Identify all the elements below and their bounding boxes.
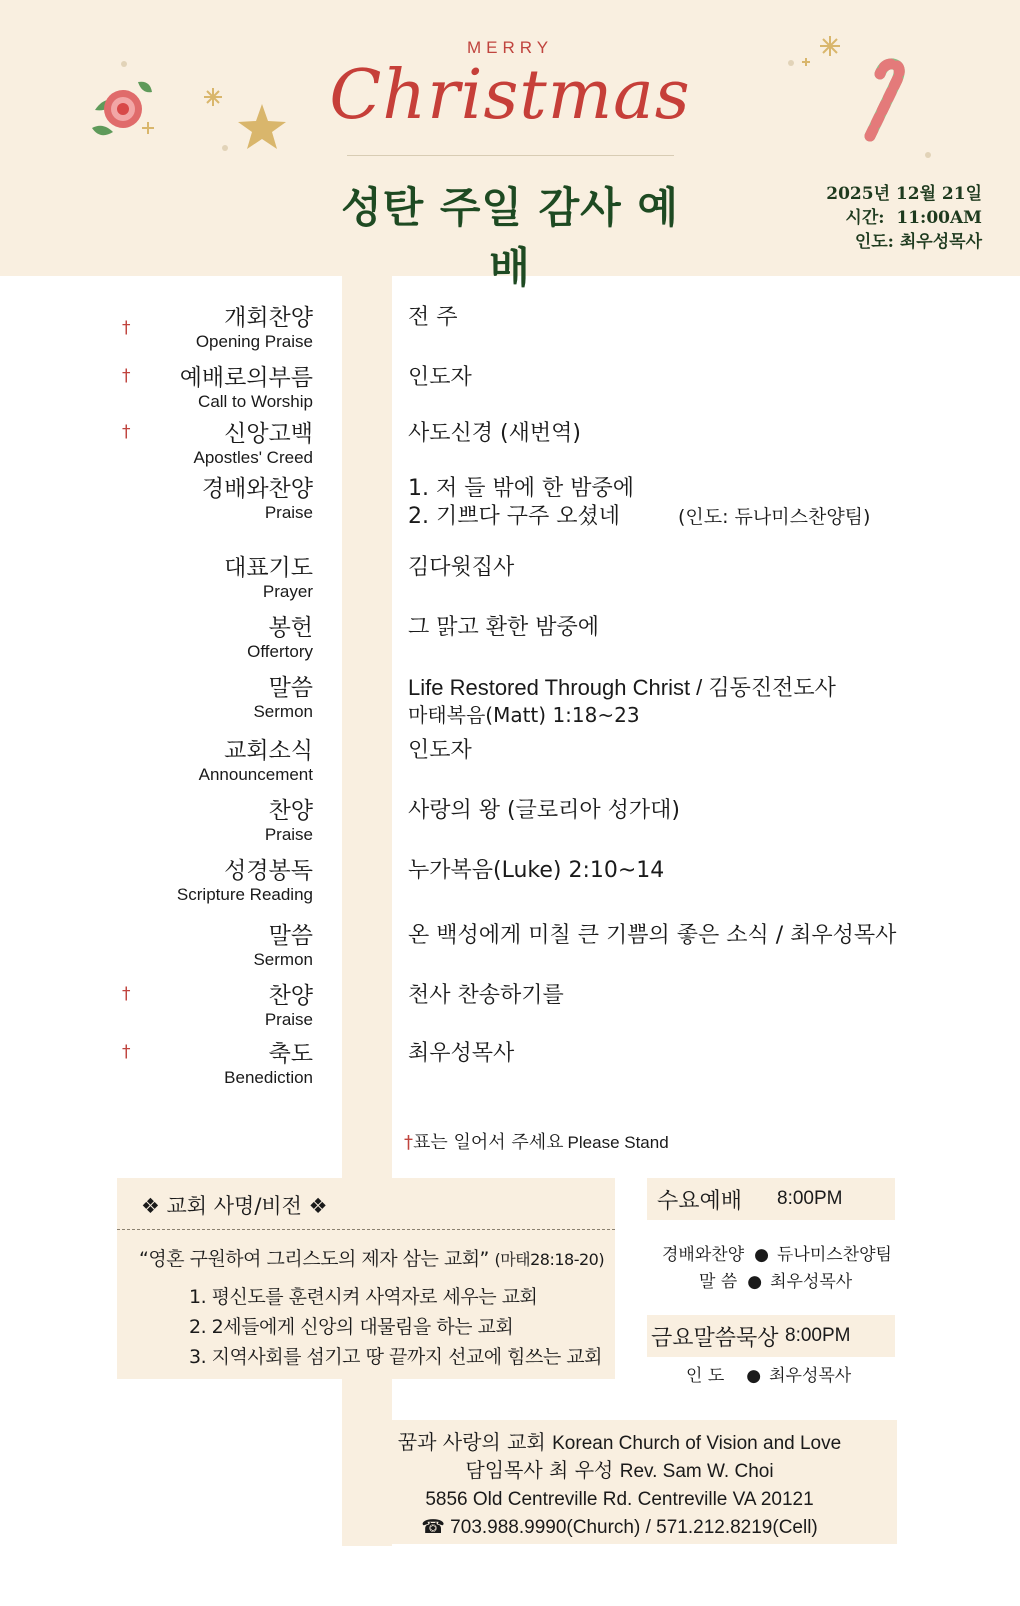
order-label-en: Prayer <box>262 582 313 601</box>
order-label-en: Benediction <box>224 1068 313 1087</box>
order-label-ko: 말씀 <box>268 675 313 701</box>
service-meta <box>826 182 982 254</box>
order-label-ko: 찬양 <box>268 798 313 824</box>
order-value: 인도자 <box>408 365 472 390</box>
praise-leader-note: (인도: 듀나미스찬양팀) <box>678 506 871 528</box>
christmas-script: Christmas <box>329 56 691 135</box>
friday-line: 인 도 ● 최우성목사 <box>686 1366 852 1386</box>
sermon-title: Life Restored Through Christ / 김동진전도사 <box>408 675 836 700</box>
wednesday-service-name: 수요예배 <box>657 1189 743 1214</box>
order-label-ko: 교회소식 <box>224 738 313 764</box>
page-title: 성탄 주일 감사 예배 <box>341 183 679 292</box>
stand-cross-icon: † <box>122 984 131 1004</box>
pastor-name: 담임목사 최 우성 Rev. Sam W. Choi <box>465 1458 774 1482</box>
church-address: 5856 Old Centreville Rd. Centreville VA 20121 <box>425 1489 814 1510</box>
order-label-en: Scripture Reading <box>176 885 313 904</box>
service-date: 2025년 12월 21일 <box>826 184 982 204</box>
mission-divider <box>117 1229 615 1230</box>
wednesday-line: 말 씀 ● 최우성목사 <box>699 1272 853 1292</box>
order-value: 전 주 <box>408 305 458 330</box>
order-label-en: Praise <box>264 825 313 844</box>
divider <box>347 155 674 156</box>
order-label-ko: 말씀 <box>268 923 313 949</box>
mission-heading: ❖ 교회 사명/비전 ❖ <box>141 1194 328 1218</box>
stand-cross-icon: † <box>404 1132 413 1153</box>
service-time: 시간: 11:00AM <box>845 208 982 228</box>
friday-service-time: 8:00PM <box>785 1325 851 1346</box>
order-label-ko: 대표기도 <box>224 555 313 581</box>
order-value: 사랑의 왕 (글로리아 성가대) <box>408 798 680 823</box>
stand-cross-icon: † <box>122 422 131 442</box>
wednesday-service-header <box>647 1178 895 1220</box>
merry-text: MERRY <box>466 38 554 57</box>
order-label-en: Offertory <box>247 642 313 661</box>
order-value: 천사 찬송하기를 <box>408 983 564 1008</box>
order-label-en: Announcement <box>198 765 313 784</box>
order-value: 누가복음(Luke) 2:10~14 <box>408 858 665 883</box>
order-label-ko: 신앙고백 <box>224 421 313 447</box>
mission-quote: “영혼 구원하여 그리스도의 제자 삼는 교회” (마태28:18-20) <box>139 1248 605 1270</box>
church-phone: ☎ 703.988.9990(Church) / 571.212.8219(Cell) <box>421 1517 818 1538</box>
mission-item: 2. 2세들에게 신앙의 대물림을 하는 교회 <box>189 1316 514 1338</box>
order-value: 온 백성에게 미칠 큰 기쁨의 좋은 소식 / 최우성목사 <box>408 923 897 948</box>
stand-note: †표는 일어서 주세요 Please Stand <box>404 1132 669 1153</box>
order-value <box>408 475 870 531</box>
order-label-ko: 찬양 <box>268 983 313 1009</box>
mission-box <box>117 1178 615 1379</box>
order-value: 그 맑고 환한 밤중에 <box>408 615 599 640</box>
mission-item: 3. 지역사회를 섬기고 땅 끝까지 선교에 힘쓰는 교회 <box>189 1346 602 1368</box>
order-label-ko: 예배로의부름 <box>179 365 313 391</box>
order-label-ko: 경배와찬양 <box>201 476 313 502</box>
order-value: 인도자 <box>408 738 472 763</box>
church-name: 꿈과 사랑의 교회 Korean Church of Vision and Love <box>397 1430 842 1454</box>
service-leader: 인도: 최우성목사 <box>854 232 982 252</box>
order-label-ko: 개회찬양 <box>224 305 313 331</box>
order-label-en: Call to Worship <box>198 392 313 411</box>
friday-service-header <box>647 1315 895 1357</box>
order-label-ko: 축도 <box>268 1041 313 1067</box>
mission-item: 1. 평신도를 훈련시켜 사역자로 세우는 교회 <box>189 1286 538 1308</box>
wednesday-line: 경배와찬양 ● 듀나미스찬양팀 <box>662 1245 892 1265</box>
friday-service-name: 금요말씀묵상 <box>651 1326 779 1351</box>
header <box>0 0 1020 292</box>
order-value <box>408 674 836 728</box>
hymn-1: 1. 저 들 밖에 한 밤중에 <box>408 476 634 501</box>
hymn-2: 2. 기쁘다 구주 오셨네 (인도: 듀나미스찬양팀) <box>408 504 871 529</box>
wednesday-service-time: 8:00PM <box>777 1188 843 1209</box>
stand-cross-icon: † <box>122 366 131 386</box>
stand-cross-icon: † <box>122 318 131 338</box>
order-label-en: Praise <box>264 503 313 522</box>
order-value: 김다윗집사 <box>408 555 515 580</box>
order-label-en: Opening Praise <box>195 332 313 351</box>
sermon-scripture: 마태복음(Matt) 1:18~23 <box>408 703 640 727</box>
order-value: 사도신경 (새번역) <box>408 421 581 446</box>
order-label-en: Praise <box>264 1010 313 1029</box>
order-label-en: Sermon <box>253 950 313 969</box>
order-label-en: Apostles' Creed <box>193 448 313 467</box>
order-label-ko: 봉헌 <box>268 615 313 641</box>
order-value: 최우성목사 <box>408 1041 515 1066</box>
stand-cross-icon: † <box>122 1042 131 1062</box>
order-label-ko: 성경봉독 <box>224 858 313 884</box>
order-label-en: Sermon <box>253 702 313 721</box>
